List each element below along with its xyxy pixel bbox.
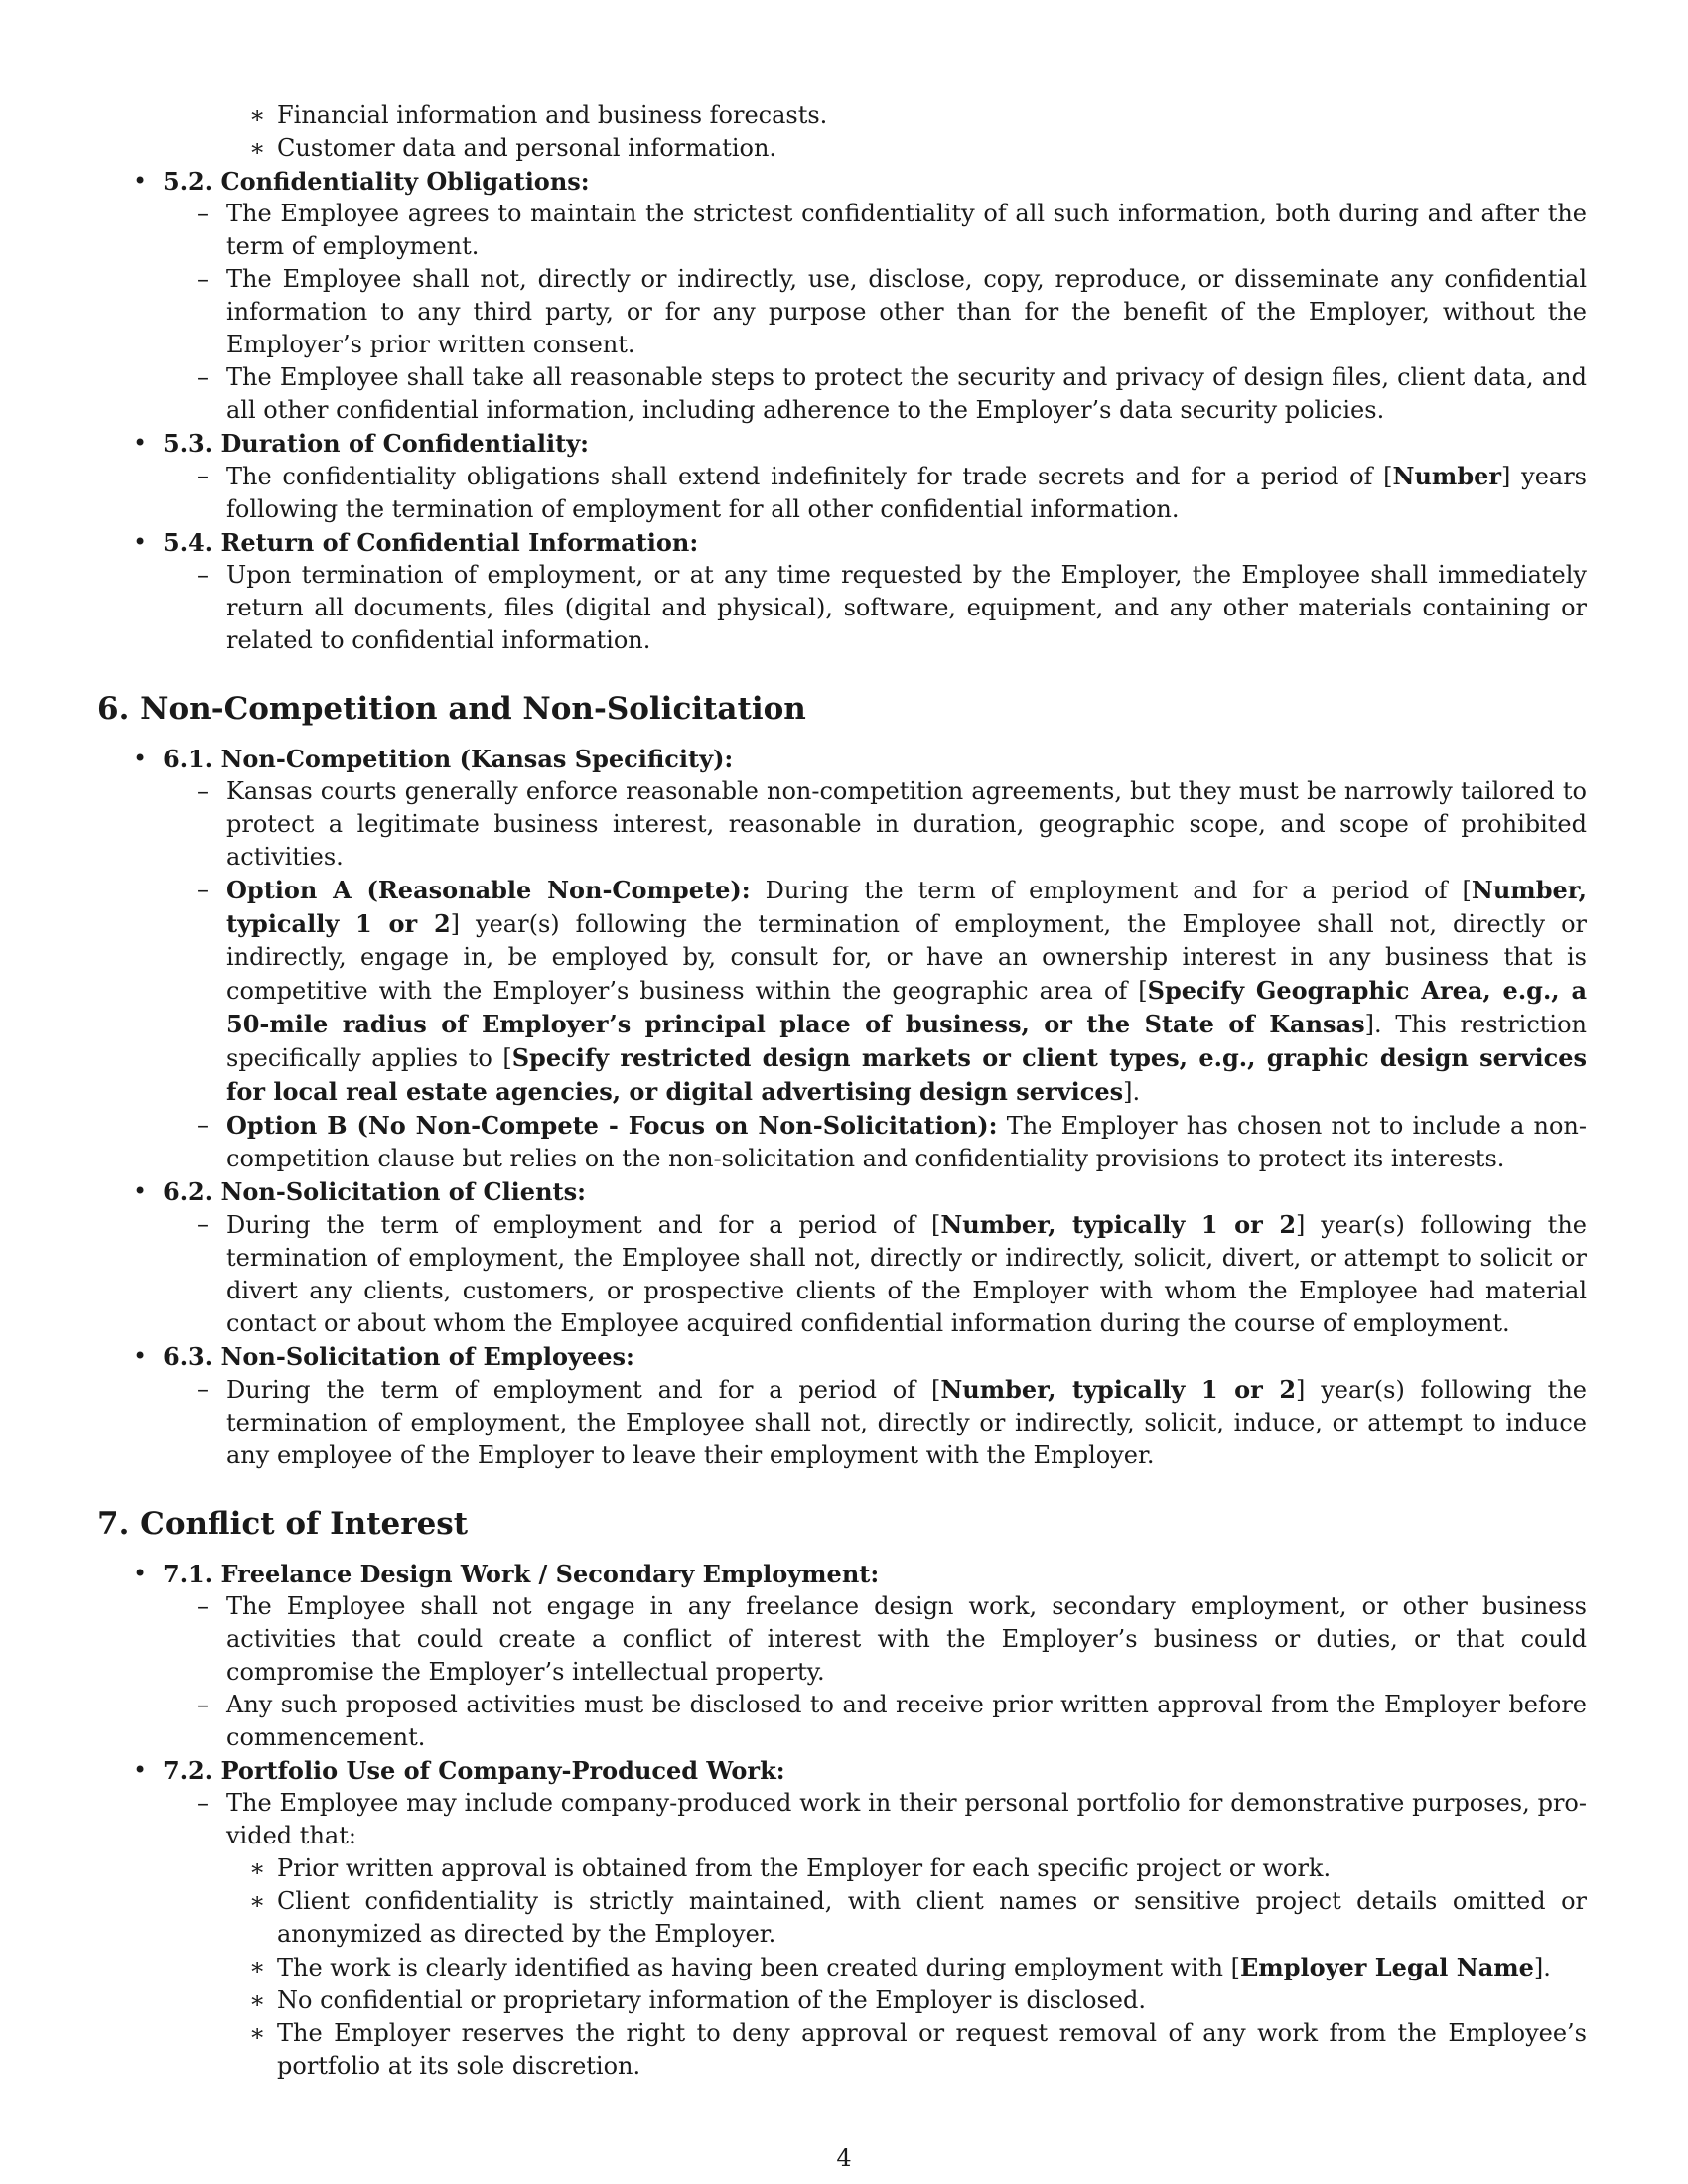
star-marker: ∗ bbox=[249, 1854, 266, 1882]
clause-text: During the term of employment and for a period of [Number, typically 1 or 2] year(s) following the termination of employment, the Employee shall not, directly or indirectly, solicit, divert, or attempt to solicit or divert any clients, customers, or prospective clients of the Employer with whom the Employee had material contact or about whom the Employee acquired confidential information during the course of employment. bbox=[226, 1210, 1587, 1337]
condition-text: Client confidentiality is strictly maintained, with client names or sensitive project details omitted or anonymized as directed by the Employer. bbox=[277, 1887, 1587, 1948]
subsection-heading bbox=[133, 526, 1587, 559]
clause-text: During the term of employment and for a period of [Number, typically 1 or 2] year(s) following the termination of employment, the Employee shall not, directly or indirectly, solicit, induce, or attempt to induce any employee of the Employer to leave their employment with the Employer. bbox=[226, 1375, 1587, 1469]
placeholder-field: Number, typically 1 or 2 bbox=[940, 1210, 1297, 1239]
dash-marker: – bbox=[197, 265, 209, 293]
dash-marker: – bbox=[197, 1789, 209, 1817]
clause-text: Option A (Reasonable Non-Compete): During the term of employment and for a period of [Number, typically 1 or 2] year(s) following the termination of employment, the Employee shall not, directly or indirectly, engage in, be employed by, consult for, or have an ownership interest in any business that is competitive with the Employer’s business within the geographic area of [Specify Geographic Area, e.g., a 50-mile radius of Employer’s principal place of business, or the State of Kansas]. This restriction specifically applies to [Specify restricted design markets or client types, e.g., graphic design services for local real estate agencies, or digital advertising design services]. bbox=[226, 876, 1588, 1106]
subsection-heading bbox=[133, 743, 1587, 775]
list-item bbox=[197, 1208, 1587, 1340]
list-item bbox=[197, 1109, 1587, 1175]
placeholder-field: Number bbox=[1392, 462, 1502, 490]
list-item bbox=[197, 460, 1587, 526]
list-item bbox=[197, 1373, 1587, 1472]
subsection-title: 5.4. Return of Confidential Information: bbox=[163, 528, 699, 557]
dash-marker: – bbox=[197, 462, 209, 489]
clause-text: The Employee agrees to maintain the strictest confidentiality of all such information, both during and after the term of employment. bbox=[226, 200, 1587, 260]
list-item bbox=[249, 132, 1587, 165]
placeholder-field: Specify Geographic Area, e.g., a 50-mile radius of Employer’s principal place of business, or the State of Kansas bbox=[226, 976, 1587, 1038]
dash-marker: – bbox=[197, 1592, 209, 1620]
dash-marker: – bbox=[197, 200, 209, 227]
clause-text: Option B (No Non-Compete - Focus on Non-Solicitation): The Employer has chosen not to include a non-competition clause but relies on the non-solicitation and confidentiality provisions to protect its interests. bbox=[226, 1111, 1587, 1172]
list-item-text: Financial information and business forecasts. bbox=[277, 101, 828, 129]
list-item bbox=[249, 1951, 1587, 1984]
subsection-title: 6.1. Non-Competition (Kansas Specificity): bbox=[163, 745, 734, 773]
list-item bbox=[197, 1689, 1587, 1754]
option-label: Option A (Reasonable Non-Compete): bbox=[226, 876, 751, 904]
section-heading-7: 7. Conflict of Interest bbox=[97, 1506, 469, 1542]
list-item bbox=[197, 1787, 1587, 1852]
subsection-title: 7.1. Freelance Design Work / Secondary Employment: bbox=[163, 1560, 880, 1588]
dash-marker: – bbox=[197, 561, 209, 589]
bullet-marker: • bbox=[133, 1342, 148, 1370]
dash-marker: – bbox=[197, 876, 209, 903]
subsection-title: 7.2. Portfolio Use of Company-Produced Work: bbox=[163, 1756, 785, 1785]
star-marker: ∗ bbox=[249, 1887, 266, 1915]
star-marker: ∗ bbox=[249, 2019, 266, 2047]
placeholder-field: Number, typically 1 or 2 bbox=[940, 1375, 1297, 1404]
clause-text: Upon termination of employment, or at any time requested by the Employer, the Employee shall immediately return all documents, files (digital and physical), software, equipment, and any other materials containing or related to confidential information. bbox=[226, 561, 1587, 654]
clause-text: The Employee shall not engage in any freelance design work, secondary employment, or other business activities that could create a conflict of interest with the Employer’s business or duties, or that could compromise the Employer’s intellectual property. bbox=[226, 1592, 1587, 1686]
list-item-text: Customer data and personal information. bbox=[277, 134, 777, 162]
dash-marker: – bbox=[197, 1210, 209, 1238]
placeholder-field: Specify restricted design markets or client types, e.g., graphic design services for local real estate agencies, or digital advertising design services bbox=[226, 1043, 1588, 1106]
condition-text: No confidential or proprietary information of the Employer is disclosed. bbox=[277, 1986, 1146, 2014]
bullet-marker: • bbox=[133, 1560, 148, 1587]
clause-text: The Employee shall take all reasonable steps to protect the security and privacy of design files, client data, and all other confidential information, including adherence to the Employer’s data security policies. bbox=[226, 363, 1587, 424]
list-item bbox=[249, 1852, 1587, 1885]
list-item bbox=[197, 559, 1587, 657]
star-marker: ∗ bbox=[249, 101, 266, 129]
subsection-heading bbox=[133, 165, 1587, 198]
list-item bbox=[249, 2017, 1587, 2083]
list-item bbox=[197, 874, 1587, 1109]
placeholder-field: Number, typically 1 or 2 bbox=[226, 876, 1587, 938]
list-item bbox=[249, 1984, 1587, 2017]
clause-text: The confidentiality obligations shall extend indefinitely for trade secrets and for a period of [Number] years following the termination of employment for all other confidential information. bbox=[226, 462, 1587, 523]
placeholder-field: Employer Legal Name bbox=[1240, 1953, 1534, 1981]
bullet-marker: • bbox=[133, 745, 148, 772]
condition-text: The work is clearly identified as having been created during employment with [Employer Legal Name]. bbox=[277, 1953, 1551, 1981]
bullet-marker: • bbox=[133, 1756, 148, 1784]
list-item bbox=[197, 775, 1587, 874]
document-body bbox=[97, 99, 1587, 2083]
dash-marker: – bbox=[197, 1691, 209, 1718]
bullet-marker: • bbox=[133, 528, 148, 556]
dash-marker: – bbox=[197, 1375, 209, 1403]
bullet-marker: • bbox=[133, 167, 148, 195]
clause-text: Kansas courts generally enforce reasonable non-competition agreements, but they must be narrowly tailored to protect a legitimate business interest, reasonable in duration, geographic scope, and scope of prohibited activities. bbox=[226, 777, 1587, 871]
subsection-title: 6.2. Non-Solicitation of Clients: bbox=[163, 1177, 586, 1206]
list-item bbox=[249, 1885, 1587, 1951]
clause-text: Any such proposed activities must be disclosed to and receive prior written approval from the Employer before commencement. bbox=[226, 1691, 1587, 1751]
list-item bbox=[249, 99, 1587, 132]
clause-text: The Employee may include company-produced work in their personal portfolio for demonstrative purposes, pro-vided that: bbox=[226, 1789, 1587, 1849]
clause-text: The Employee shall not, directly or indirectly, use, disclose, copy, reproduce, or disseminate any confidential information to any third party, or for any purpose other than for the benefit of the Employer, without the Employer’s prior written consent. bbox=[226, 265, 1587, 358]
star-marker: ∗ bbox=[249, 1953, 266, 1980]
list-item bbox=[197, 263, 1587, 361]
condition-text: The Employer reserves the right to deny approval or request removal of any work from the Employee’s portfolio at its sole discretion. bbox=[277, 2019, 1587, 2080]
star-marker: ∗ bbox=[249, 134, 266, 162]
subsection-title: 5.2. Confidentiality Obligations: bbox=[163, 167, 590, 196]
list-item bbox=[197, 361, 1587, 427]
subsection-title: 6.3. Non-Solicitation of Employees: bbox=[163, 1342, 634, 1371]
list-item bbox=[197, 1590, 1587, 1689]
dash-marker: – bbox=[197, 363, 209, 391]
page-number: 4 bbox=[836, 2144, 852, 2172]
subsection-heading bbox=[133, 1754, 1587, 1787]
list-item bbox=[197, 198, 1587, 263]
subsection-heading bbox=[133, 1558, 1587, 1590]
section-heading-6: 6. Non-Competition and Non-Solicitation bbox=[97, 691, 806, 727]
option-label: Option B (No Non-Compete - Focus on Non-Solicitation): bbox=[226, 1111, 998, 1140]
subsection-heading bbox=[133, 1340, 1587, 1373]
condition-text: Prior written approval is obtained from the Employer for each specific project or work. bbox=[277, 1854, 1332, 1882]
star-marker: ∗ bbox=[249, 1986, 266, 2014]
subsection-title: 5.3. Duration of Confidentiality: bbox=[163, 429, 590, 458]
bullet-marker: • bbox=[133, 1177, 148, 1205]
dash-marker: – bbox=[197, 777, 209, 805]
bullet-marker: • bbox=[133, 429, 148, 457]
subsection-heading bbox=[133, 427, 1587, 460]
subsection-heading bbox=[133, 1175, 1587, 1208]
dash-marker: – bbox=[197, 1111, 209, 1139]
